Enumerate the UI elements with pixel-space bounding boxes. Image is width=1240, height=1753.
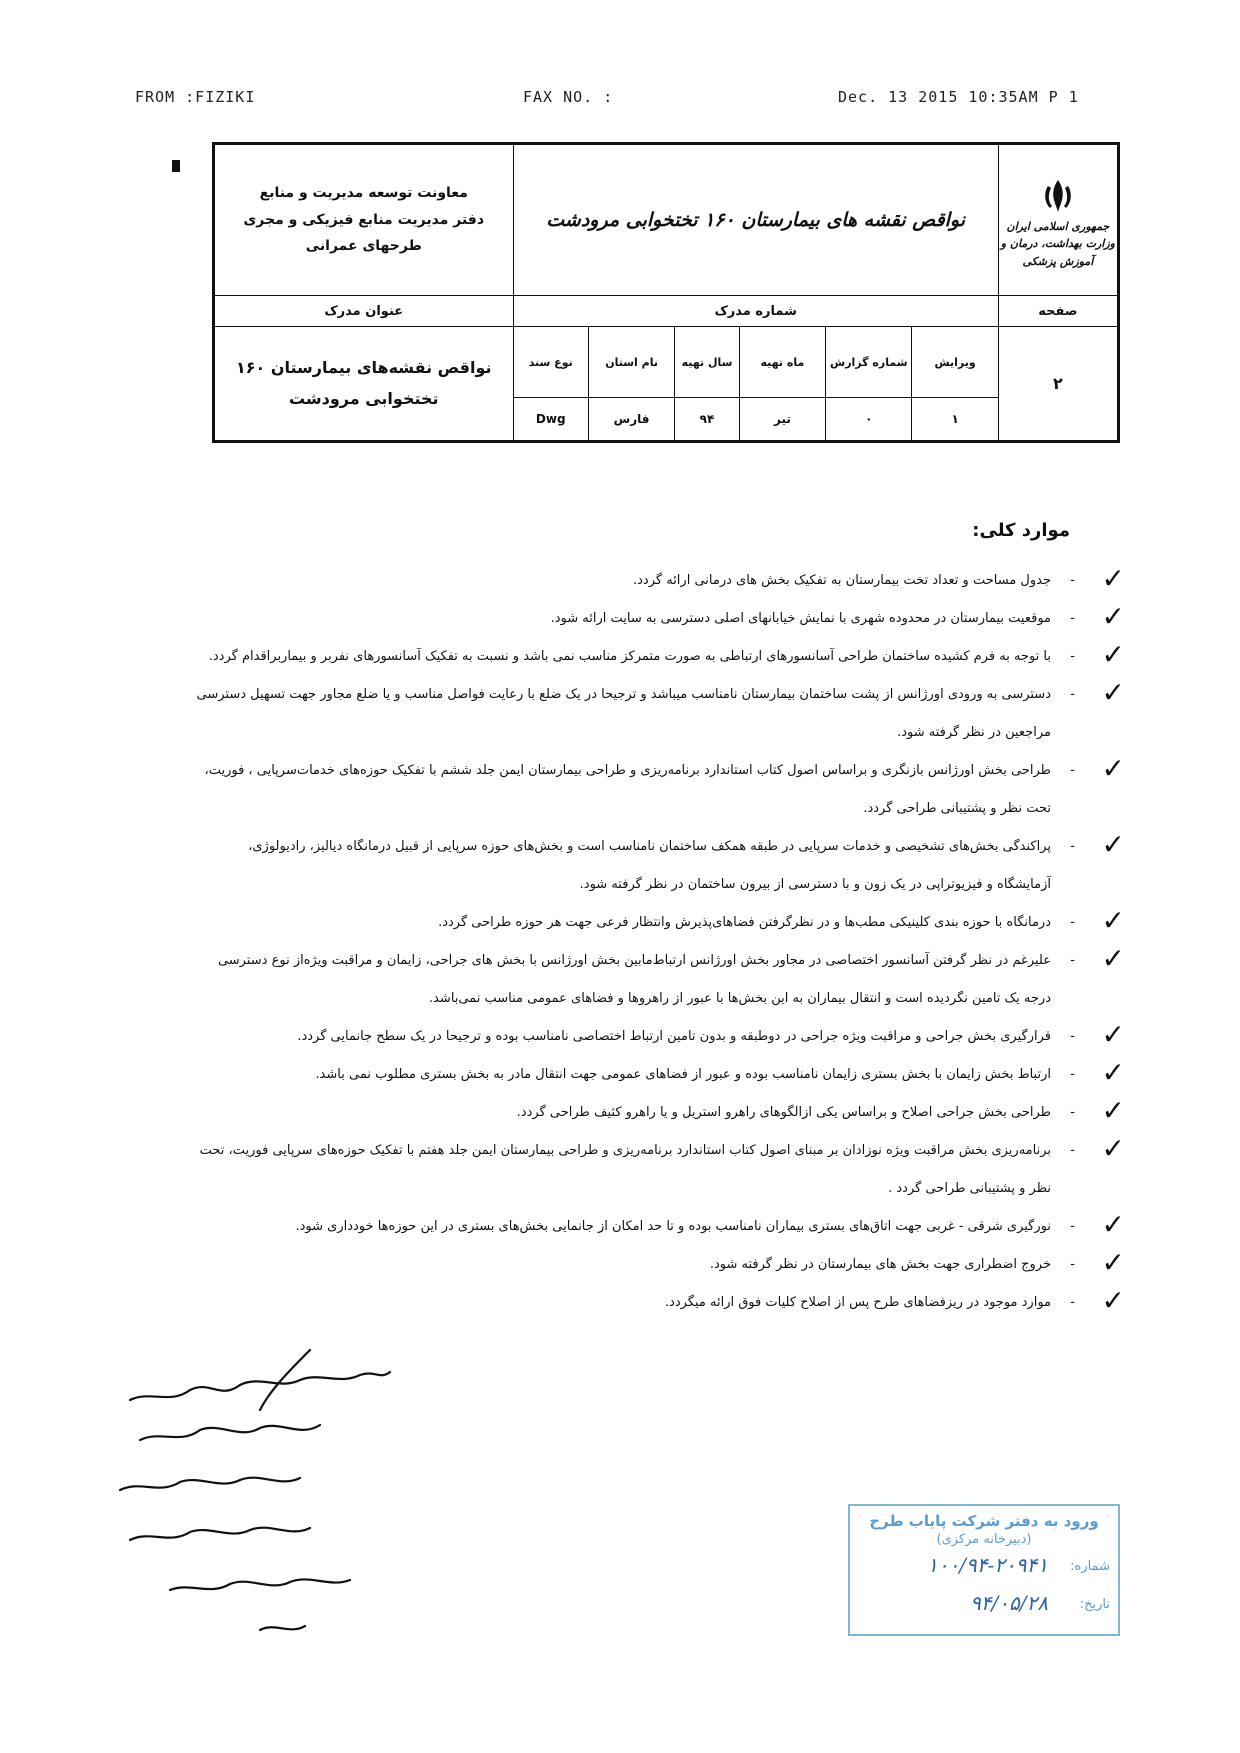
remark-item <box>195 828 1125 904</box>
checkmark-icon: - ✓ <box>1101 828 1125 861</box>
remark-item <box>195 1284 1125 1322</box>
val-doc-type: Dwg <box>513 398 588 442</box>
ministry-line-2: وزارت بهداشت، درمان و آموزش پزشکی <box>1000 237 1115 268</box>
remark-item <box>195 904 1125 942</box>
org-line-1: معاونت توسعه مدیریت و منابع <box>259 185 468 202</box>
doc-title: نواقص نقشه‌های بیمارستان ۱۶۰ تختخوابی مرودشت <box>214 327 514 442</box>
page-label: صفحه <box>998 296 1118 327</box>
checkmark-icon: - ✓ <box>1101 1208 1125 1241</box>
remark-text: پراکندگی بخش‌های تشخیصی و خدمات سرپایی در طبقه همکف ساختمان نامناسب است و بخش‌های حوزه سرپایی از قبیل درمانگاه دیالیز، رادیولوژی، آزمایشگاه و فیزیوتراپی در یک زون و با دسترسی از بیرون ساختمان در نظر گرفته شود. <box>248 839 1051 892</box>
checkmark-icon: - ✓ <box>1101 1056 1125 1089</box>
remark-text: برنامه‌ریزی بخش مراقبت ویژه نوزادان بر مبنای اصول کتاب استاندارد برنامه‌ریزی و طراحی بیمارستان ایمن جلد هفتم با تفکیک حوزه‌های سرپایی فوریت، تحت نظر و پشتیبانی طراحی گردد . <box>199 1143 1051 1196</box>
doc-title-label: عنوان مدرک <box>214 296 514 327</box>
checkmark-icon: - ✓ <box>1101 1018 1125 1051</box>
val-revision: ۱ <box>912 398 998 442</box>
stamp-line-1: ورود به دفتر شرکت پایاب طرح <box>869 1512 1099 1530</box>
ministry-line-1: جمهوری اسلامی ایران <box>1006 219 1110 233</box>
remark-item <box>195 1208 1125 1246</box>
col-year: سال تهیه <box>675 327 739 398</box>
val-year: ۹۴ <box>675 398 739 442</box>
org-line-3: طرحهای عمرانی <box>305 238 422 255</box>
remark-text: ارتباط بخش زایمان با بخش بستری زایمان نامناسب بوده و عبور از فضاهای عمومی جهت انتقال مادر به بخش بستری مطلوب نمی باشد. <box>315 1067 1051 1082</box>
fax-date: Dec. 13 2015 10:35AM P 1 <box>838 88 1079 106</box>
remark-text: موقعیت بیمارستان در محدوده شهری با نمایش خیابانهای اصلی دسترسی به سایت ارائه شود. <box>550 611 1051 626</box>
remark-text: خروج اضطراری جهت بخش های بیمارستان در نظر گرفته شود. <box>709 1257 1051 1272</box>
remark-item <box>195 1018 1125 1056</box>
remark-item <box>195 638 1125 676</box>
checkmark-icon: - ✓ <box>1101 676 1125 709</box>
checkmark-icon: - ✓ <box>1101 638 1125 671</box>
remarks-list <box>195 562 1125 1322</box>
remark-text: جدول مساحت و تعداد تخت بیمارستان به تفکیک بخش های درمانی ارائه گردد. <box>633 573 1051 588</box>
remark-item <box>195 562 1125 600</box>
col-province: نام استان <box>588 327 674 398</box>
checkmark-icon: - ✓ <box>1101 752 1125 785</box>
checkmark-icon: - ✓ <box>1101 1246 1125 1279</box>
col-doc-type: نوع سند <box>513 327 588 398</box>
document-header-table <box>212 142 1120 443</box>
val-month: تیر <box>739 398 825 442</box>
checkmark-icon: - ✓ <box>1101 600 1125 633</box>
remark-item <box>195 1056 1125 1094</box>
remark-item <box>195 942 1125 1018</box>
checkmark-icon: - ✓ <box>1101 1284 1125 1317</box>
checkmark-icon: - ✓ <box>1101 562 1125 595</box>
margin-mark <box>172 160 180 172</box>
stamp-number-value: ۱۰۰/۹۴-۲۰۹۴۱ <box>927 1553 1048 1577</box>
remark-text: موارد موجود در ریزفضاهای طرح پس از اصلاح کلیات فوق ارائه میگردد. <box>664 1295 1051 1310</box>
remark-text: قرارگیری بخش جراحی و مراقبت ویژه جراحی در دوطبقه و بدون تامین ارتباط اختصاصی نامناسب بوده و ترجیحا در یک سطح جانمایی گردد. <box>297 1029 1051 1044</box>
handwritten-note <box>110 1330 410 1660</box>
fax-from: FROM :FIZIKI <box>135 88 256 106</box>
col-report-number: شماره گزارش <box>826 327 912 398</box>
ministry-logo-cell <box>998 144 1118 296</box>
col-revision: ویرایش <box>912 327 998 398</box>
remark-item <box>195 600 1125 638</box>
org-line-2: دفتر مدیریت منابع فیزیکی و مجری <box>243 211 485 228</box>
remark-text: درمانگاه با حوزه بندی کلینیکی مطب‌ها و در نظرگرفتن فضاهای‌پذیرش و‌انتظار فرعی جهت هر حوزه طراحی گردد. <box>438 915 1051 930</box>
val-report-number: ۰ <box>826 398 912 442</box>
checkmark-icon: - ✓ <box>1101 1094 1125 1127</box>
stamp-date-value: ۹۴/۰۵/۲۸ <box>970 1591 1048 1615</box>
section-title: موارد کلی: <box>972 520 1070 541</box>
remark-text: نورگیری شرقی - غربی جهت اتاق‌های بستری بیماران نامناسب بوده و تا حد امکان از جانمایی بخش‌های بستری در این حوزه‌ها خودداری شود. <box>295 1219 1051 1234</box>
remark-text: با توجه به فرم کشیده ساختمان طراحی آسانسورهای ارتباطی به صورت متمرکز مناسب نمی باشد و نسبت به تفکیک آسانسورهای نفربر و بیماربراقدام گردد. <box>208 649 1051 664</box>
main-title: نواقص نقشه های بیمارستان ۱۶۰ تختخوابی مرودشت <box>513 144 998 296</box>
remark-item <box>195 676 1125 752</box>
remark-text: دسترسی به ورودی اورژانس از پشت ساختمان بیمارستان نامناسب میباشد و ترجیحا در یک ضلع با رعایت فواصل مناسب و یا ضلع مجاور جهت تسهیل دسترسی مراجعین در نظر گرفته شود. <box>196 687 1051 740</box>
col-month: ماه تهیه <box>739 327 825 398</box>
remark-item <box>195 752 1125 828</box>
checkmark-icon: - ✓ <box>1101 942 1125 975</box>
remark-text: طراحی بخش جراحی اصلاح و براساس یکی ازالگوهای راهرو استریل و یا راهرو کثیف طراحی گردد. <box>516 1105 1051 1120</box>
val-province: فارس <box>588 398 674 442</box>
remark-text: علیرغم در نظر گرفتن آسانسور اختصاصی در مجاور بخش اورژانس ارتباط‌مابین بخش اورژانس با بخش های جراحی، زایمان و مراقبت ویژه‌از نوع دسترسی درجه یک تامین نگردیده است و انتقال بیماران به این بخش‌ها با عبور از راهروها و فضاهای عمومی مناسب نمی‌باشد. <box>217 953 1051 1006</box>
checkmark-icon: - ✓ <box>1101 904 1125 937</box>
remark-text: طراحی بخش اورژانس بازنگری و براساس اصول کتاب استاندارد برنامه‌ریزی و طراحی بیمارستان ایمن جلد ششم با تفکیک حوزه‌های خدمات‌سرپایی ، فوریت، تحت نظر و پشتیبانی طراحی گردد. <box>204 763 1051 816</box>
fax-number: FAX NO. : <box>523 88 614 106</box>
receipt-stamp <box>848 1504 1120 1636</box>
doc-number-label: شماره مدرک <box>513 296 998 327</box>
stamp-line-2: (دبیرخانه مرکزی) <box>936 1532 1032 1547</box>
iran-emblem-icon <box>1038 176 1078 216</box>
stamp-date-label: تاریخ: <box>1079 1597 1110 1612</box>
checkmark-icon: - ✓ <box>1101 1132 1125 1165</box>
remark-item <box>195 1094 1125 1132</box>
organization-cell <box>214 144 514 296</box>
remark-item <box>195 1246 1125 1284</box>
stamp-number-label: شماره: <box>1070 1559 1110 1574</box>
page-number: ۲ <box>998 327 1118 442</box>
remark-item <box>195 1132 1125 1208</box>
